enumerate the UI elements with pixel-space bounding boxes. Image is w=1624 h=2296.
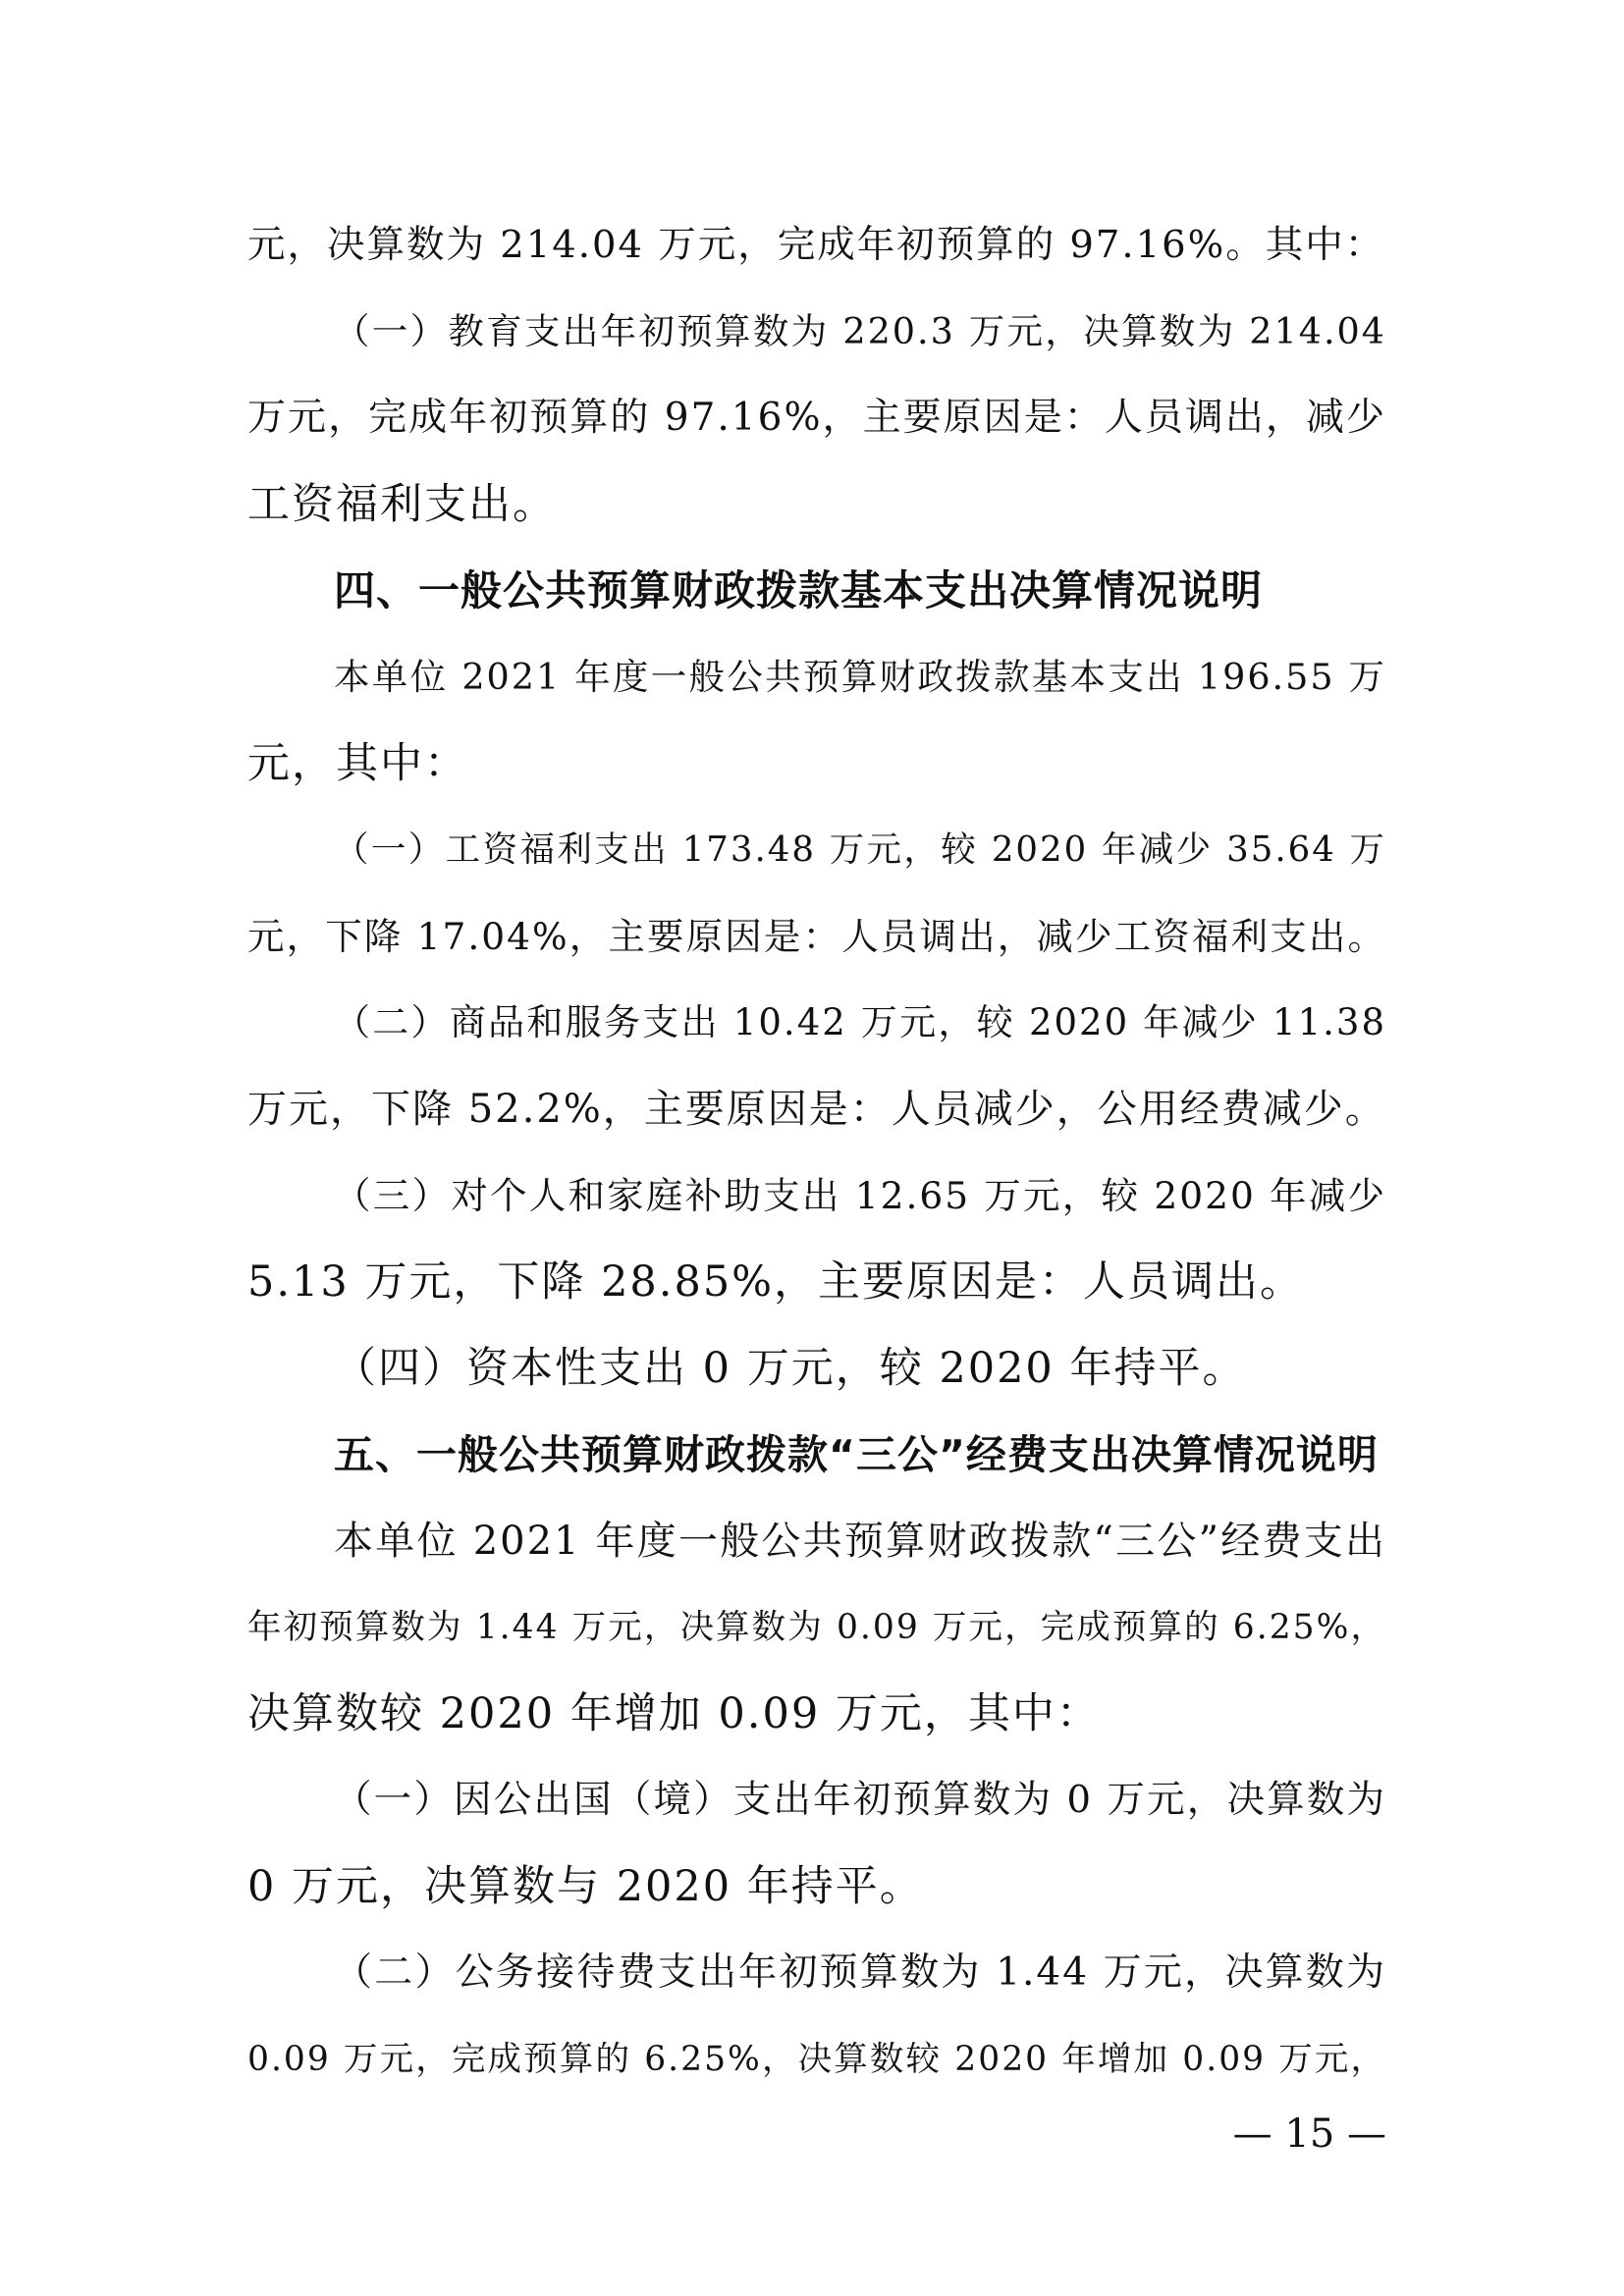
paragraph-line: 元，下降 17.04%，主要原因是：人员调出，减少工资福利支出。 [247,915,1386,958]
paragraph-line: 工资福利支出。 [247,480,557,529]
paragraph-line: （一）工资福利支出 173.48 万元，较 2020 年减少 35.64 万 [334,829,1386,870]
paragraph-line: 决算数较 2020 年增加 0.09 万元，其中： [247,1689,1101,1738]
paragraph-line: 元，决算数为 214.04 万元，完成年初预算的 97.16%。其中： [247,223,1385,267]
paragraph-line: （四）资本性支出 0 万元，较 2020 年持平。 [334,1344,1247,1393]
paragraph-line: （二）公务接待费支出年初预算数为 1.44 万元，决算数为 [334,1950,1386,1995]
section-heading: 四、一般公共预算财政拨款基本支出决算情况说明 [334,566,1264,614]
paragraph-line: （二）商品和服务支出 10.42 万元，较 2020 年减少 11.38 [334,1001,1386,1043]
paragraph-line: 5.13 万元，下降 28.85%，主要原因是：人员调出。 [247,1257,1305,1307]
paragraph-line: 本单位 2021 年度一般公共预算财政拨款“三公”经费支出 [334,1519,1386,1564]
paragraph-line: 0 万元，决算数与 2020 年持平。 [247,1862,924,1911]
paragraph-line: 0.09 万元，完成预算的 6.25%，决算数较 2020 年增加 0.09 万元， [247,2040,1386,2079]
paragraph-line: （一）因公出国（境）支出年初预算数为 0 万元，决算数为 [334,1778,1386,1822]
paragraph-line: 本单位 2021 年度一般公共预算财政拨款基本支出 196.55 万 [334,656,1386,698]
paragraph-line: 年初预算数为 1.44 万元，决算数为 0.09 万元，完成预算的 6.25%， [247,1608,1386,1647]
paragraph-line: （一）教育支出年初预算数为 220.3 万元，决算数为 214.04 [334,310,1386,352]
paragraph-line: 万元，完成年初预算的 97.16%，主要原因是：人员调出，减少 [247,396,1386,440]
page-number: — 15 — [1232,2111,1386,2157]
section-heading: 五、一般公共预算财政拨款“三公”经费支出决算情况说明 [334,1431,1379,1478]
paragraph-line: 元，其中： [247,739,468,788]
paragraph-line: 万元，下降 52.2%，主要原因是：人员减少，公用经费减少。 [247,1087,1386,1132]
paragraph-line: （三）对个人和家庭补助支出 12.65 万元，较 2020 年减少 [334,1174,1386,1217]
